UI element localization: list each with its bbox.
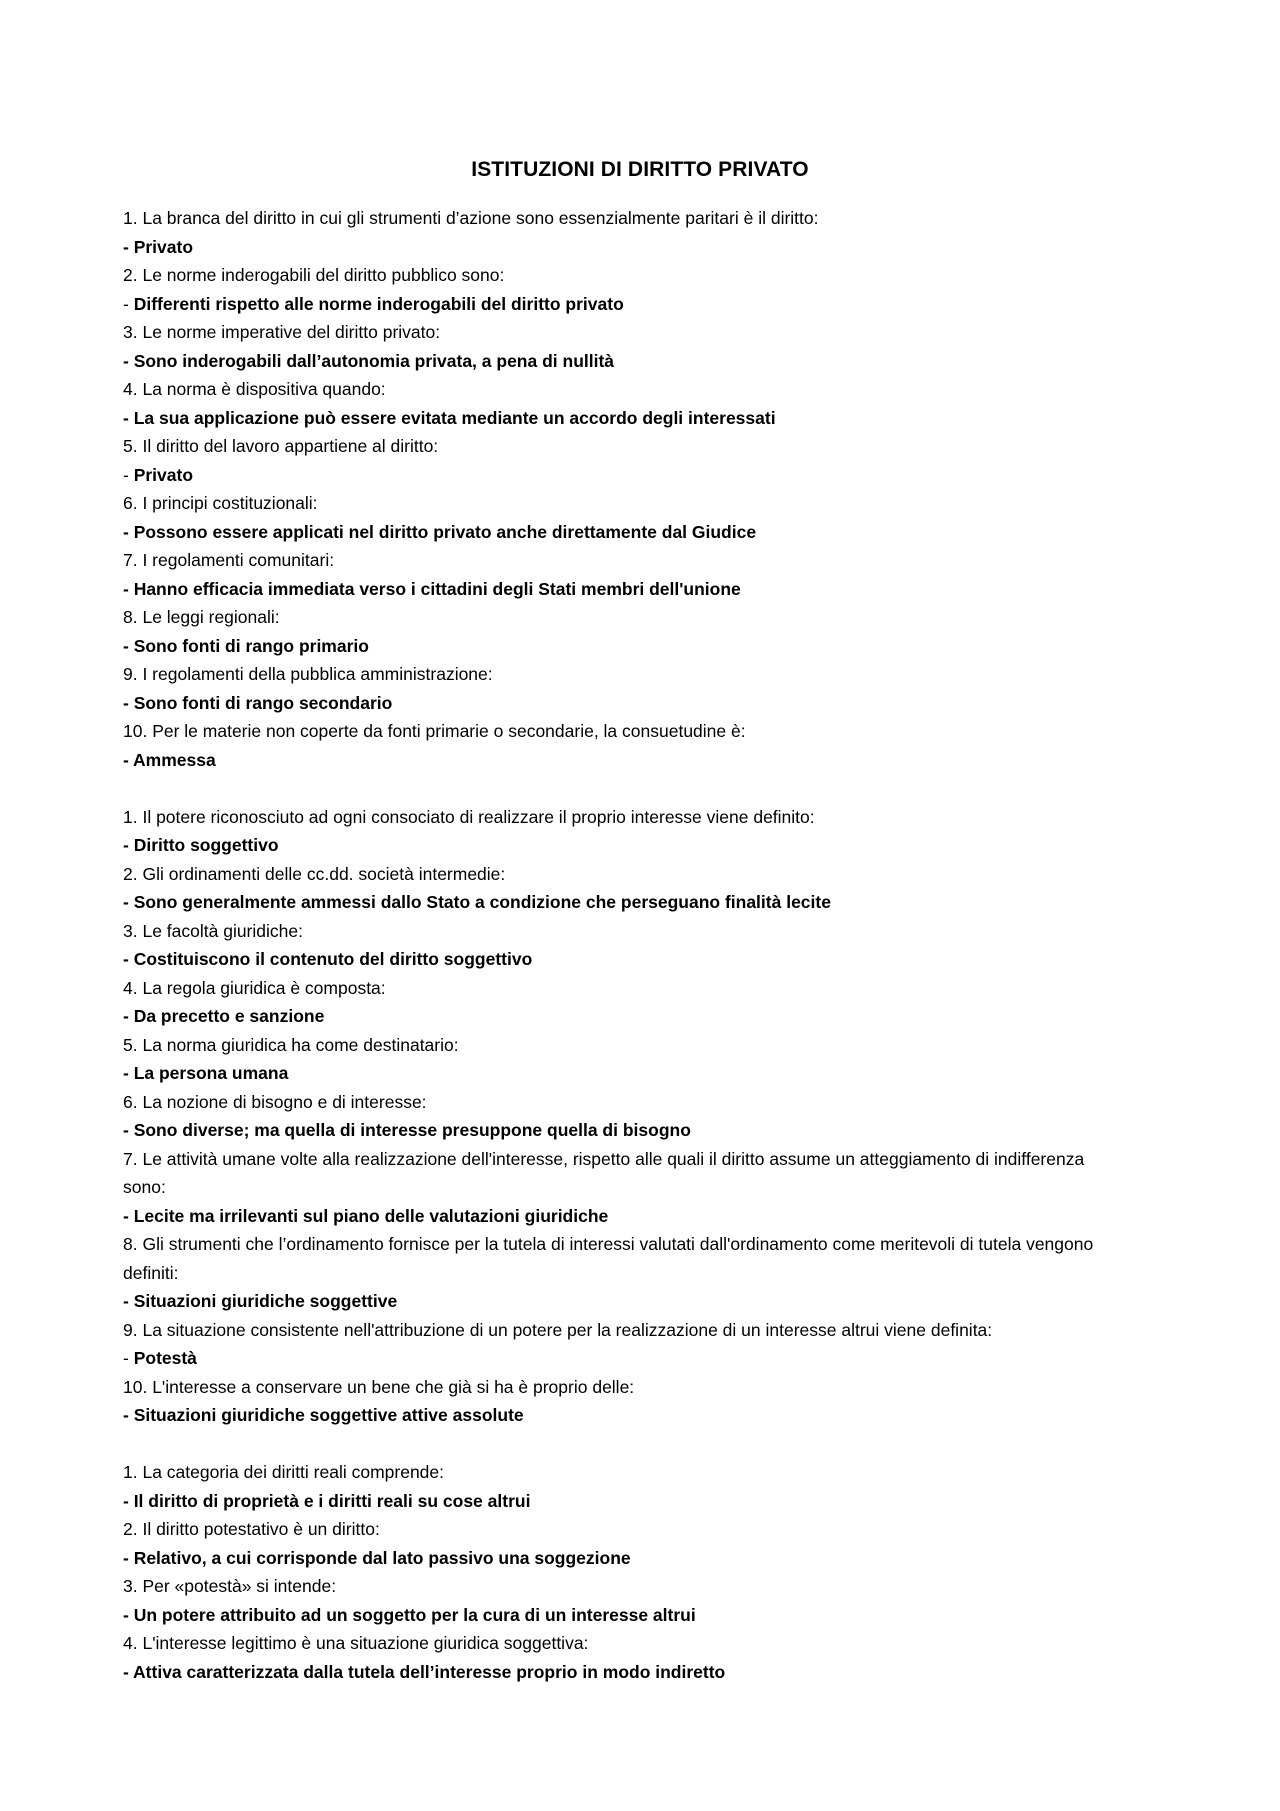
answer-line: - Differenti rispetto alle norme inderogabili del diritto privato	[123, 293, 624, 314]
question-section	[123, 1458, 1123, 1686]
section-spacer	[123, 774, 1123, 803]
question-text: 3. Le norme imperative del diritto privato:	[123, 322, 441, 342]
answer-text: - Situazioni giuridiche soggettive	[123, 1291, 398, 1311]
question-text: 10. Per le materie non coperte da fonti primarie o secondarie, la consuetudine è:	[123, 721, 746, 741]
question-text: 2. Le norme inderogabili del diritto pubblico sono:	[123, 265, 505, 285]
answer-text: Differenti rispetto alle norme inderogabili del diritto privato	[133, 293, 624, 314]
question-text: 5. La norma giuridica ha come destinatario:	[123, 1034, 459, 1055]
question-text: 4. La regola giuridica è composta:	[123, 977, 386, 998]
answer-text: - Possono essere applicati nel diritto privato anche direttamente dal Giudice	[123, 521, 757, 542]
answer-text: - Un potere attribuito ad un soggetto per la cura di un interesse altrui	[123, 1604, 696, 1625]
answer-text: - Sono fonti di rango primario	[123, 635, 369, 656]
question-text: 1. Il potere riconosciuto ad ogni consociato di realizzare il proprio interesse viene definito:	[123, 806, 815, 827]
question-section	[123, 803, 1123, 1430]
document-body	[123, 204, 1123, 1686]
answer-text: - Privato	[123, 236, 194, 257]
answer-text: - Sono generalmente ammessi dallo Stato a condizione che perseguano finalità lecite	[123, 892, 831, 912]
question-text: 8. Gli strumenti che l’ordinamento fornisce per la tutela di interessi valutati dall'ordinamento come meritevoli di tutela vengono definiti:	[123, 1234, 1094, 1283]
answer-line: - Privato	[123, 464, 194, 485]
question-text: 7. I regolamenti comunitari:	[123, 550, 335, 570]
answer-text: - Diritto soggettivo	[123, 835, 279, 855]
answer-text: Privato	[133, 464, 194, 485]
answer-line: - Potestà	[123, 1348, 197, 1368]
answer-text: - Attiva caratterizzata dalla tutela dell’interesse proprio in modo indiretto	[123, 1661, 726, 1682]
question-text: 2. Gli ordinamenti delle cc.dd. società intermedie:	[123, 863, 506, 884]
question-text: 7. Le attività umane volte alla realizzazione dell'interesse, rispetto alle quali il diritto assume un atteggiamento di indifferenza sono:	[123, 1148, 1085, 1197]
question-text: 1. La categoria dei diritti reali comprende:	[123, 1462, 445, 1482]
answer-text: - Situazioni giuridiche soggettive attive assolute	[123, 1405, 524, 1425]
question-section	[123, 204, 1123, 774]
question-text: 4. La norma è dispositiva quando:	[123, 379, 386, 399]
answer-text: - Sono diverse; ma quella di interesse presuppone quella di bisogno	[123, 1120, 691, 1140]
question-text: 8. Le leggi regionali:	[123, 607, 280, 627]
answer-text: - Relativo, a cui corrisponde dal lato passivo una soggezione	[123, 1547, 631, 1568]
question-text: 4. L'interesse legittimo è una situazione giuridica soggettiva:	[123, 1633, 589, 1653]
question-text: 3. Per «potestà» si intende:	[123, 1576, 337, 1596]
question-text: 9. I regolamenti della pubblica amministrazione:	[123, 664, 493, 684]
answer-text: - Costituiscono il contenuto del diritto soggettivo	[123, 949, 533, 969]
section-spacer	[123, 1430, 1123, 1459]
answer-text: - Il diritto di proprietà e i diritti reali su cose altrui	[123, 1490, 531, 1511]
answer-text: - Hanno efficacia immediata verso i cittadini degli Stati membri dell'unione	[123, 578, 741, 599]
question-text: 6. La nozione di bisogno e di interesse:	[123, 1091, 427, 1112]
question-text: 9. La situazione consistente nell'attribuzione di un potere per la realizzazione di un interesse altrui viene definita:	[123, 1319, 993, 1340]
answer-text: - La sua applicazione può essere evitata mediante un accordo degli interessati	[123, 407, 776, 428]
question-text: 3. Le facoltà giuridiche:	[123, 920, 303, 941]
document-title: ISTITUZIONI DI DIRITTO PRIVATO	[471, 158, 809, 181]
question-text: 6. I principi costituzionali:	[123, 493, 318, 513]
answer-text: - Ammessa	[123, 749, 216, 770]
answer-text: - La persona umana	[123, 1063, 289, 1083]
question-text: 1. La branca del diritto in cui gli strumenti d’azione sono essenzialmente paritari è il diritto:	[123, 208, 819, 228]
answer-text: - Lecite ma irrilevanti sul piano delle valutazioni giuridiche	[123, 1205, 609, 1226]
question-text: 5. Il diritto del lavoro appartiene al diritto:	[123, 436, 439, 456]
answer-text: Potestà	[133, 1348, 197, 1368]
question-text: 10. L'interesse a conservare un bene che già si ha è proprio delle:	[123, 1376, 635, 1397]
question-text: 2. Il diritto potestativo è un diritto:	[123, 1519, 380, 1539]
answer-text: - Da precetto e sanzione	[123, 1006, 325, 1026]
answer-text: - Sono inderogabili dall’autonomia privata, a pena di nullità	[123, 350, 615, 371]
answer-text: - Sono fonti di rango secondario	[123, 692, 393, 713]
